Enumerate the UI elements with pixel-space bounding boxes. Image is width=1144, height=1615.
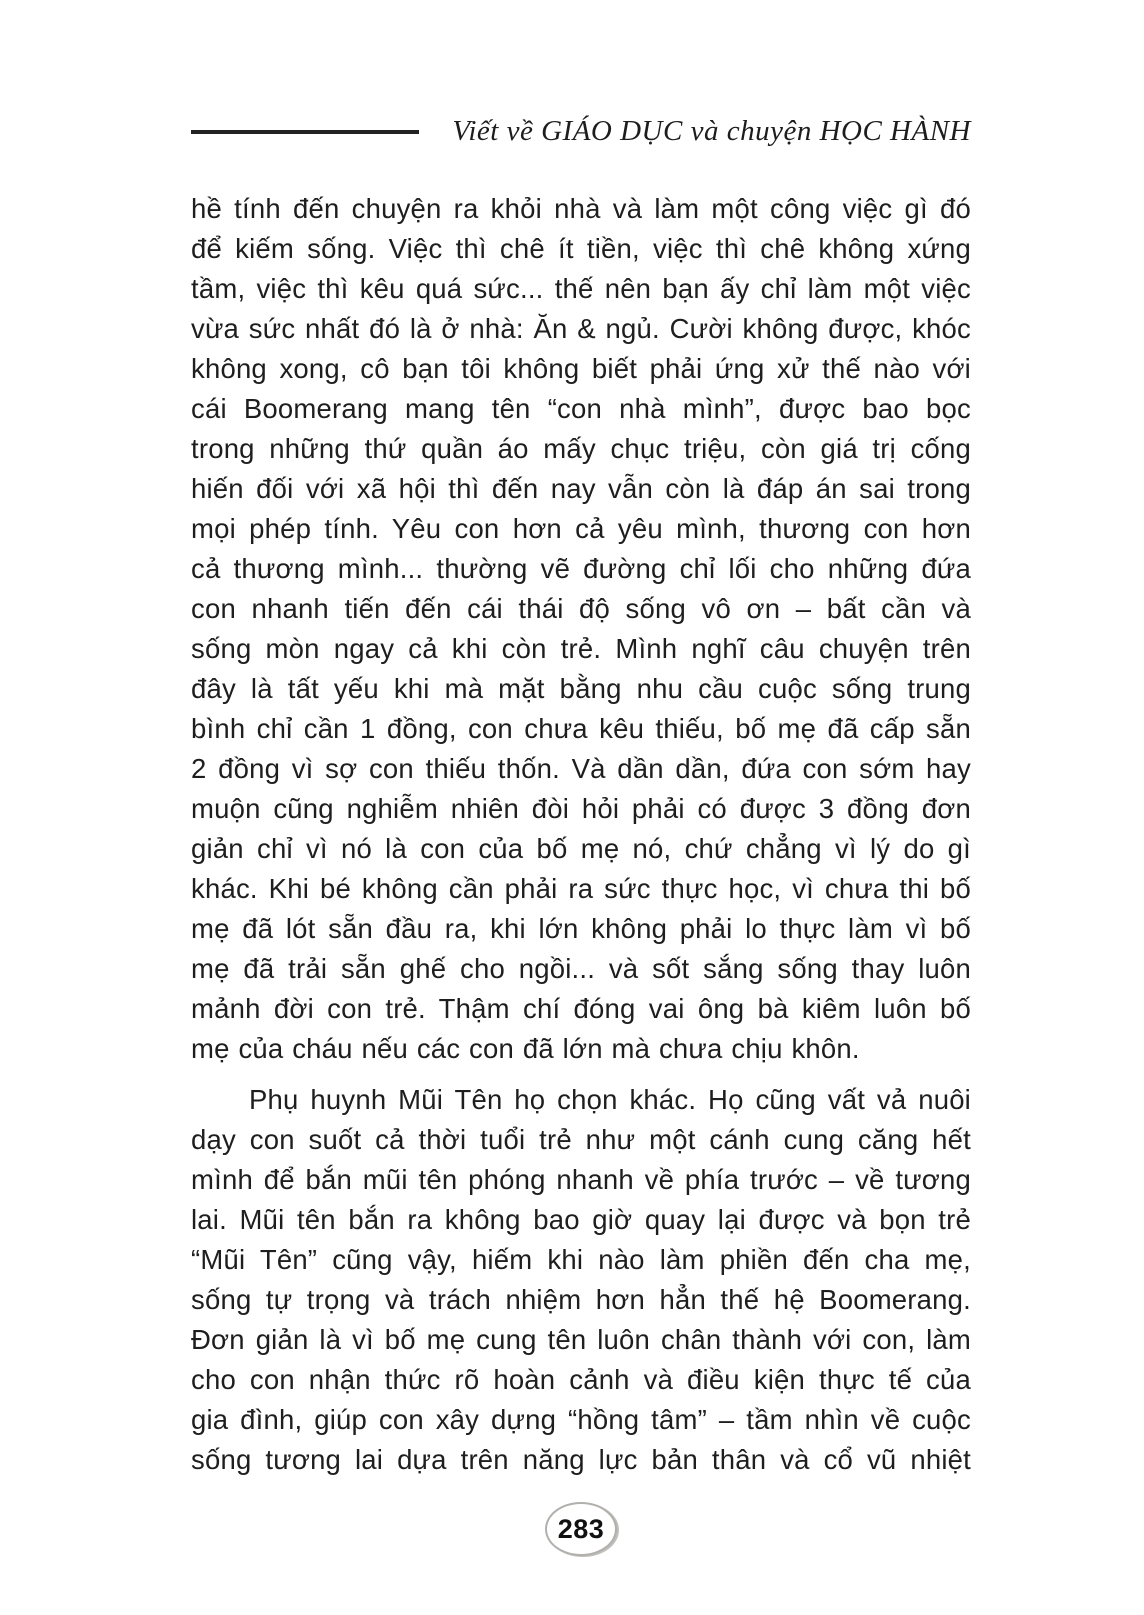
page-header (191, 108, 971, 154)
text-line: đây là tất yếu khi mà mặt bằng nhu cầu cuộc sống trung (191, 673, 971, 704)
text-line: mẹ đã trải sẵn ghế cho ngồi... và sốt sắng sống thay luôn (191, 953, 971, 984)
text-line: không xong, cô bạn tôi không biết phải ứng xử thế nào với (191, 353, 971, 384)
text-line: 2 đồng vì sợ con thiếu thốn. Và dần dần, đứa con sớm hay (191, 753, 971, 784)
running-head-title: Viết về GIÁO DỤC và chuyện HỌC HÀNH (452, 114, 971, 147)
text-line: mẹ đã lót sẵn đầu ra, khi lớn không phải lo thực làm vì bố (191, 913, 971, 944)
text-line: sống tự trọng và trách nhiệm hơn hẳn thế hệ Boomerang. (191, 1284, 971, 1315)
text-line: mọi phép tính. Yêu con hơn cả yêu mình, thương con hơn (191, 513, 971, 544)
text-line: tầm, việc thì kêu quá sức... thế nên bạn ấy chỉ làm một việc (191, 273, 971, 304)
text-line: giản chỉ vì nó là con của bố mẹ nó, chứ chẳng vì lý do gì (191, 833, 971, 864)
text-line: Đơn giản là vì bố mẹ cung tên luôn chân thành với con, làm (191, 1324, 971, 1355)
text-line: sống mòn ngay cả khi còn trẻ. Mình nghĩ câu chuyện trên (191, 633, 971, 664)
text-line: cả thương mình... thường vẽ đường chỉ lối cho những đứa (191, 553, 971, 584)
text-line: bình chỉ cần 1 đồng, con chưa kêu thiếu, bố mẹ đã cấp sẵn (191, 713, 971, 744)
text-line: hề tính đến chuyện ra khỏi nhà và làm một công việc gì đó (191, 193, 971, 224)
text-line: dạy con suốt cả thời tuổi trẻ như một cánh cung căng hết (191, 1124, 971, 1155)
text-line: cái Boomerang mang tên “con nhà mình”, được bao bọc (191, 393, 971, 424)
body-text (191, 189, 971, 1480)
header-rule (191, 130, 419, 134)
text-line: mảnh đời con trẻ. Thậm chí đóng vai ông bà kiêm luôn bố (191, 993, 971, 1024)
text-line: muộn cũng nghiễm nhiên đòi hỏi phải có được 3 đồng đơn (191, 793, 971, 824)
text-line: “Mũi Tên” cũng vậy, hiếm khi nào làm phiền đến cha mẹ, (191, 1244, 971, 1275)
text-line: mẹ của cháu nếu các con đã lớn mà chưa chịu khôn. (191, 1033, 860, 1064)
text-line: sống tương lai dựa trên năng lực bản thân và cổ vũ nhiệt (191, 1444, 971, 1475)
text-line: hiến đối với xã hội thì đến nay vẫn còn là đáp án sai trong (191, 473, 971, 504)
text-line: Phụ huynh Mũi Tên họ chọn khác. Họ cũng vất vả nuôi (249, 1084, 971, 1115)
text-line: trong những thứ quần áo mấy chục triệu, còn giá trị cống (191, 433, 971, 464)
paragraph (191, 1080, 971, 1480)
paragraph (191, 189, 971, 1069)
page-number-badge (545, 1502, 617, 1556)
text-line: cho con nhận thức rõ hoàn cảnh và điều kiện thực tế của (191, 1364, 971, 1395)
text-line: con nhanh tiến đến cái thái độ sống vô ơn – bất cần và (191, 593, 971, 624)
page-footer (0, 1502, 1144, 1556)
text-line: để kiếm sống. Việc thì chê ít tiền, việc thì chê không xứng (191, 233, 971, 264)
text-line: mình để bắn mũi tên phóng nhanh về phía trước – về tương (191, 1164, 971, 1195)
page-number: 283 (557, 1513, 605, 1544)
text-line: vừa sức nhất đó là ở nhà: Ăn & ngủ. Cười không được, khóc (191, 313, 971, 344)
text-line: lai. Mũi tên bắn ra không bao giờ quay lại được và bọn trẻ (191, 1204, 971, 1235)
text-line: gia đình, giúp con xây dựng “hồng tâm” – tầm nhìn về cuộc (191, 1404, 971, 1435)
text-line: khác. Khi bé không cần phải ra sức thực học, vì chưa thi bố (191, 873, 971, 904)
